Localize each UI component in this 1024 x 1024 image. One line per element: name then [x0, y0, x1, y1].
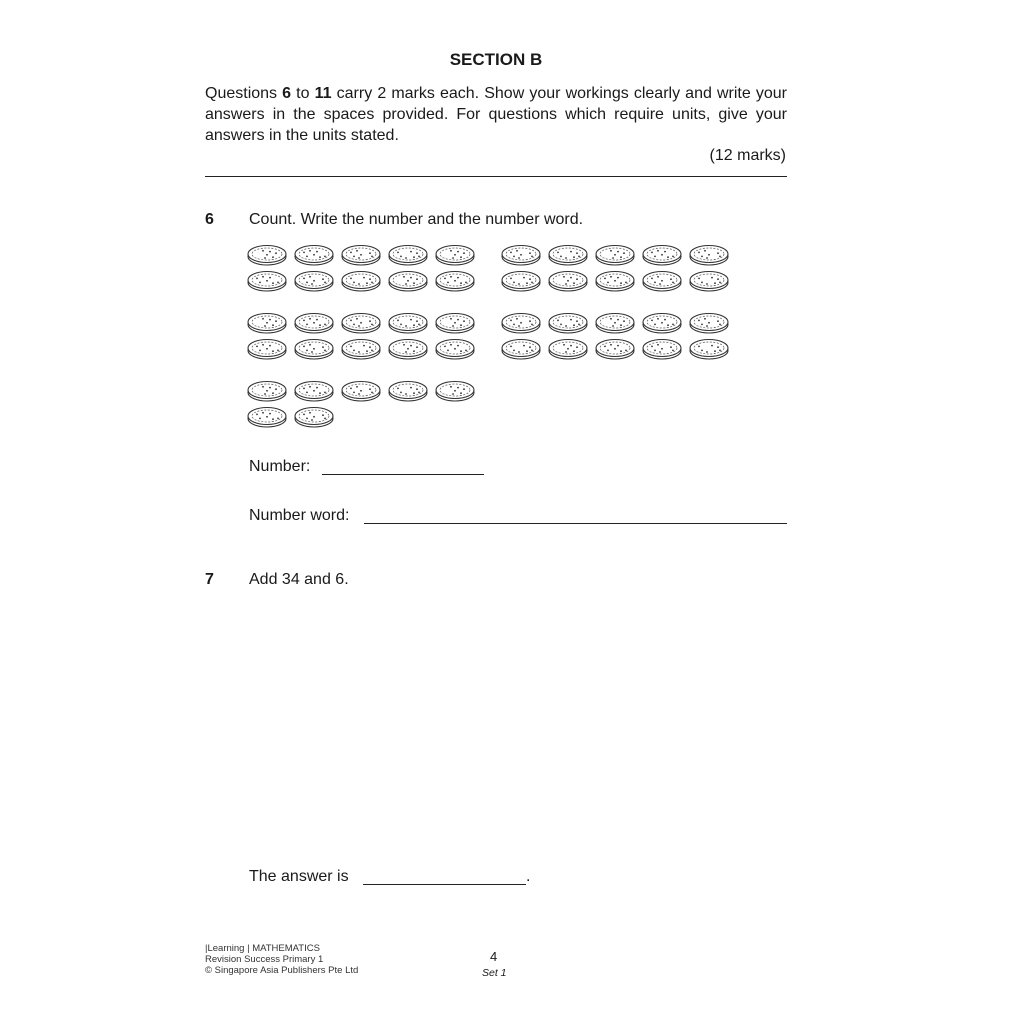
- counter-icon: [342, 272, 380, 292]
- instructions-rest: carry 2 marks each. Show your workings clearly and write your answers in the spaces provided. For questions which require units, give your answers in the units stated.: [205, 85, 788, 144]
- counter-icon: [690, 340, 728, 360]
- counter-icon: [549, 272, 587, 292]
- counter-icon: [436, 382, 474, 402]
- number-word-answer-line[interactable]: [364, 523, 787, 524]
- instructions-pre: Questions: [205, 85, 283, 102]
- counter-icon: [690, 272, 728, 292]
- counter-icon: [436, 314, 474, 334]
- counter-icon: [295, 272, 333, 292]
- answer-label: The answer is: [249, 868, 349, 885]
- counter-icon: [295, 340, 333, 360]
- counter-icon: [643, 272, 681, 292]
- counter-icon: [389, 382, 427, 402]
- total-marks: (12 marks): [709, 147, 786, 164]
- footer-publisher-info: [205, 943, 358, 976]
- counter-icon: [295, 246, 333, 266]
- counter-icon: [502, 246, 540, 266]
- counter-icon: [502, 340, 540, 360]
- counter-icon: [248, 382, 286, 402]
- counter-icon: [596, 314, 634, 334]
- counter-icon: [436, 340, 474, 360]
- counter-icon: [596, 272, 634, 292]
- counter-icon: [342, 340, 380, 360]
- counter-icon: [389, 272, 427, 292]
- counter-icon: [436, 246, 474, 266]
- counters-illustration: [245, 236, 745, 436]
- counter-icon: [502, 314, 540, 334]
- number-label: Number:: [249, 458, 311, 475]
- answer-period: .: [526, 868, 531, 885]
- counter-icon: [342, 382, 380, 402]
- counter-icon: [549, 246, 587, 266]
- counter-icon: [549, 340, 587, 360]
- counter-icon: [295, 408, 333, 428]
- counter-icon: [596, 246, 634, 266]
- counter-icon: [295, 314, 333, 334]
- counter-icon: [643, 246, 681, 266]
- counter-icon: [436, 272, 474, 292]
- counter-icon: [295, 382, 333, 402]
- counter-icon: [248, 314, 286, 334]
- question-to: 11: [314, 85, 332, 102]
- counter-icon: [690, 314, 728, 334]
- counter-icon: [549, 314, 587, 334]
- footer-book-title: Revision Success Primary 1: [205, 954, 324, 965]
- answer-line[interactable]: [363, 884, 526, 885]
- instructions-mid: to: [291, 85, 315, 102]
- section-title: SECTION B: [449, 50, 543, 69]
- counter-icon: [248, 408, 286, 428]
- footer-copyright: © Singapore Asia Publishers Pte Ltd: [205, 965, 359, 976]
- counter-icon: [248, 272, 286, 292]
- counter-icon: [502, 272, 540, 292]
- question-7-text: Add 34 and 6.: [249, 571, 349, 588]
- counter-icon: [389, 246, 427, 266]
- counter-icon: [596, 340, 634, 360]
- footer-series: |Learning | MATHEMATICS: [205, 943, 320, 954]
- question-6-text: Count. Write the number and the number word.: [249, 211, 584, 228]
- page-number: 4: [490, 949, 498, 964]
- counter-icon: [342, 314, 380, 334]
- counter-icon: [690, 246, 728, 266]
- section-divider: [205, 176, 787, 177]
- section-instructions: [205, 83, 787, 146]
- question-6-number: 6: [205, 211, 214, 228]
- question-7-number: 7: [205, 571, 214, 588]
- question-from: 6: [282, 85, 292, 102]
- counter-icon: [389, 314, 427, 334]
- counter-icon: [248, 340, 286, 360]
- number-answer-line[interactable]: [322, 474, 484, 475]
- counter-icon: [248, 246, 286, 266]
- set-label: Set 1: [482, 967, 507, 979]
- counter-icon: [342, 246, 380, 266]
- number-word-label: Number word:: [249, 507, 350, 524]
- counter-icon: [389, 340, 427, 360]
- counter-icon: [643, 340, 681, 360]
- counter-icon: [643, 314, 681, 334]
